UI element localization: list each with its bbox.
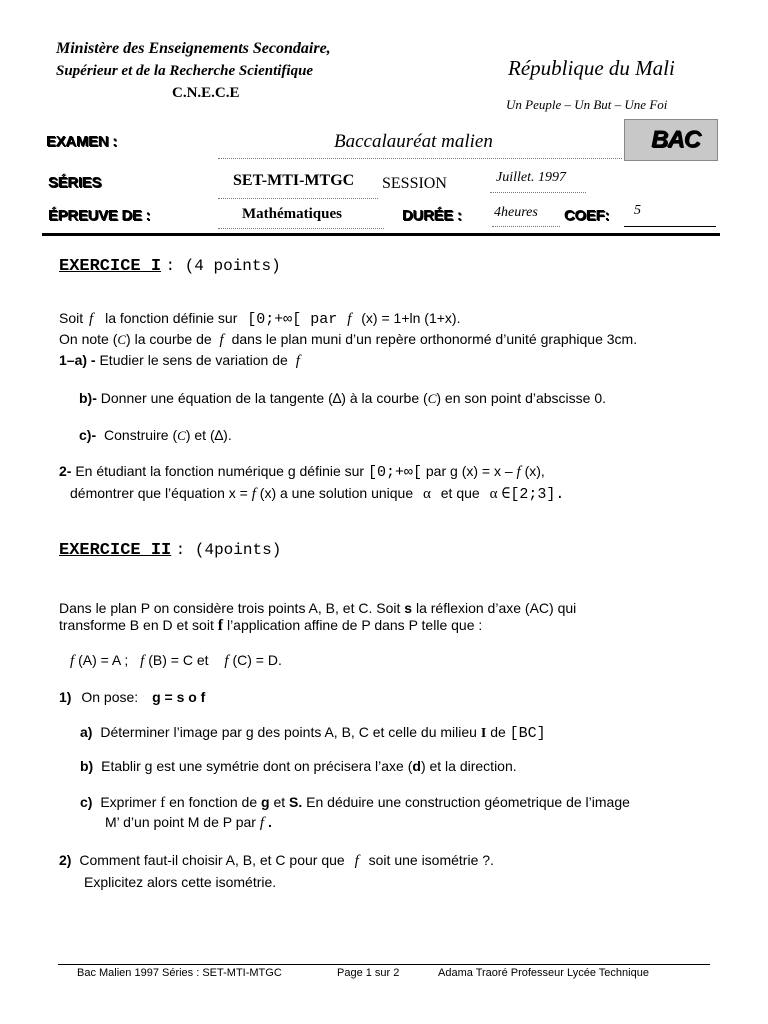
- ex1-interval: ∈[2;3].: [501, 486, 565, 503]
- ex1-text: Soit: [59, 310, 84, 326]
- curve-symbol: C: [427, 391, 437, 406]
- ex2-text: .: [267, 814, 272, 830]
- footer-left: Bac Malien 1997 Séries : SET-MTI-MTGC: [77, 967, 282, 979]
- affine-map-symbol: f: [217, 617, 224, 634]
- ex1-text: (x) = 1+ln (1+x).: [361, 310, 461, 326]
- ex2-question-1c-cont: [105, 812, 272, 833]
- ex1-text: dans le plan muni d’un repère orthonormé d’unité graphique 3cm.: [231, 331, 638, 347]
- question-label: b)-: [79, 390, 97, 406]
- ex2-text: en fonction de: [169, 794, 258, 810]
- question-label: a): [80, 724, 93, 740]
- duree-value: 4heures: [494, 205, 538, 220]
- function-symbol: f: [347, 311, 352, 327]
- exercise-1-heading: [59, 257, 281, 276]
- segment-bc: [BC]: [509, 725, 546, 742]
- question-label: c): [80, 794, 93, 810]
- ex1-question-2: [59, 461, 545, 483]
- ex2-text: de: [490, 724, 506, 740]
- function-symbol: f: [219, 332, 224, 348]
- ex2-text: et: [273, 794, 286, 810]
- question-label: c)-: [79, 427, 97, 443]
- session-label: SESSION: [382, 175, 447, 192]
- function-symbol: f: [516, 464, 521, 480]
- session-dotline: [490, 192, 586, 193]
- s-symbol: S.: [289, 794, 303, 810]
- g-symbol: g: [261, 794, 270, 810]
- epreuve-value: Mathématiques: [242, 206, 342, 222]
- ex1-text: On note (: [59, 331, 118, 347]
- ex2-question-2-cont: [84, 872, 276, 892]
- ex1-text: ) et (∆).: [185, 427, 232, 443]
- motto: Un Peuple – Un But – Une Foi: [506, 97, 668, 112]
- ex1-text: démontrer que l’équation x =: [70, 485, 248, 501]
- coef-underline: [624, 226, 716, 227]
- ex2-text: M’ d’un point M de P par: [105, 814, 256, 830]
- ex2-text: soit une isométrie ?.: [368, 852, 494, 868]
- exercise-1-title: EXERCICE I: [59, 257, 162, 276]
- question-label: 1–a) -: [59, 352, 96, 368]
- ex1-text: Etudier le sens de variation de: [99, 352, 288, 368]
- ministry-line-2: Supérieur et de la Recherche Scientifique: [56, 63, 314, 79]
- ex2-text: l’application affine de P dans P telle que :: [226, 617, 483, 633]
- ex1-text: ) en son point d’abscisse 0.: [436, 390, 607, 406]
- ex2-text: ) et la direction.: [420, 758, 517, 774]
- ex1-line-1: [59, 308, 460, 330]
- question-label: 2-: [59, 463, 72, 479]
- ex2-text: (C) = D.: [232, 652, 282, 668]
- function-symbol: f: [160, 795, 166, 811]
- footer-rule: [58, 964, 710, 965]
- epreuve-label: ÉPREUVE DE :: [48, 207, 151, 224]
- ex2-equations: [70, 650, 282, 671]
- exercise-2-heading: [59, 541, 281, 560]
- ex1-text: Construire (: [104, 427, 178, 443]
- ex2-question-1: [59, 687, 205, 707]
- exercise-2-points: : (4points): [175, 541, 282, 559]
- epreuve-dotline: [218, 228, 384, 229]
- duree-dotline: [492, 226, 560, 227]
- function-symbol: f: [140, 653, 145, 669]
- bac-badge-text: BAC: [651, 126, 700, 153]
- session-value: Juillet. 1997: [496, 170, 566, 185]
- ex1-text: ) la courbe de: [126, 331, 212, 347]
- ex2-text: Déterminer l’image par g des points A, B, C et celle du milieu: [100, 724, 477, 740]
- function-symbol: f: [251, 486, 256, 502]
- ministry-line-1: Ministère des Enseignements Secondaire,: [56, 40, 331, 57]
- footer-right: Adama Traoré Professeur Lycée Technique: [438, 967, 649, 979]
- ex2-question-1b: [80, 756, 517, 776]
- function-symbol: f: [89, 311, 94, 327]
- curve-symbol: C: [177, 428, 186, 443]
- ex2-question-1c: [80, 792, 630, 813]
- midpoint-symbol: I: [480, 726, 487, 741]
- reflection-symbol: s: [404, 600, 413, 616]
- series-label: SÉRIES: [48, 174, 102, 191]
- ex2-text: Comment faut-il choisir A, B, et C pour que: [79, 852, 345, 868]
- alpha-symbol: α: [423, 486, 431, 502]
- exam-dotline: [218, 158, 622, 159]
- ex2-text: transforme B en D et soit: [59, 617, 214, 633]
- ex1-text: En étudiant la fonction numérique g définie sur: [75, 463, 365, 479]
- ex2-text: Exprimer: [100, 794, 157, 810]
- function-symbol: f: [295, 353, 300, 369]
- ex1-interval: [0;+∞[: [367, 464, 422, 481]
- ex2-question-1a: [80, 722, 546, 744]
- question-label: 2): [59, 852, 72, 868]
- axis-symbol: d: [412, 758, 421, 774]
- ex1-text: (x),: [524, 463, 545, 479]
- ex1-question-2-cont: [70, 483, 564, 505]
- composition-formula: g = s o f: [152, 689, 206, 705]
- curve-symbol: C: [117, 332, 127, 347]
- ex2-question-2: [59, 850, 494, 871]
- ex1-text: et que: [440, 485, 480, 501]
- ex2-line-2: [59, 615, 482, 636]
- series-dotline: [218, 198, 378, 199]
- duree-label: DURÉE :: [402, 207, 462, 224]
- ex1-text: (x) a une solution unique: [259, 485, 414, 501]
- exercise-1-points: : (4 points): [165, 257, 281, 275]
- function-symbol: f: [259, 815, 265, 831]
- exam-value: Baccalauréat malien: [334, 131, 493, 152]
- header-rule: [42, 233, 720, 236]
- ex1-question-1c: [79, 425, 232, 446]
- coef-label: COEF:: [564, 207, 610, 224]
- function-symbol: f: [70, 653, 75, 669]
- function-symbol: f: [224, 653, 229, 669]
- ex1-text: Donner une équation de la tangente (∆) à la courbe (: [100, 390, 428, 406]
- ex1-line-2: [59, 329, 637, 350]
- organization: C.N.E.C.E: [172, 85, 240, 101]
- ex1-interval: [0;+∞[ par: [247, 311, 338, 328]
- footer-page: Page 1 sur 2: [337, 967, 400, 979]
- ex2-text: la réflexion d’axe (AC) qui: [415, 600, 577, 616]
- ex2-text: En déduire une construction géometrique de l’image: [306, 794, 630, 810]
- question-label: b): [80, 758, 94, 774]
- exercise-2-title: EXERCICE II: [59, 541, 172, 560]
- ex2-text: On pose:: [81, 689, 139, 705]
- republic-title: République du Mali: [508, 56, 675, 80]
- ex2-text: Dans le plan P on considère trois points A, B, et C. Soit: [59, 600, 401, 616]
- ex1-question-1a: [59, 350, 300, 371]
- ex2-text: (B) = C et: [148, 652, 209, 668]
- ex1-text: par g (x) = x –: [425, 463, 513, 479]
- ex1-question-1b: [79, 388, 606, 409]
- ex2-text: Etablir g est une symétrie dont on précisera l’axe (: [101, 758, 413, 774]
- ex1-text: la fonction définie sur: [105, 310, 238, 326]
- series-value: SET-MTI-MTGC: [233, 172, 355, 189]
- function-symbol: f: [354, 853, 359, 869]
- coef-value: 5: [634, 203, 641, 218]
- bac-badge: [624, 119, 718, 161]
- alpha-symbol: α: [489, 486, 498, 502]
- exam-label: EXAMEN :: [46, 133, 117, 150]
- ex2-text: Explicitez alors cette isométrie.: [84, 874, 277, 890]
- question-label: 1): [59, 689, 72, 705]
- ex2-text: (A) = A ;: [78, 652, 129, 668]
